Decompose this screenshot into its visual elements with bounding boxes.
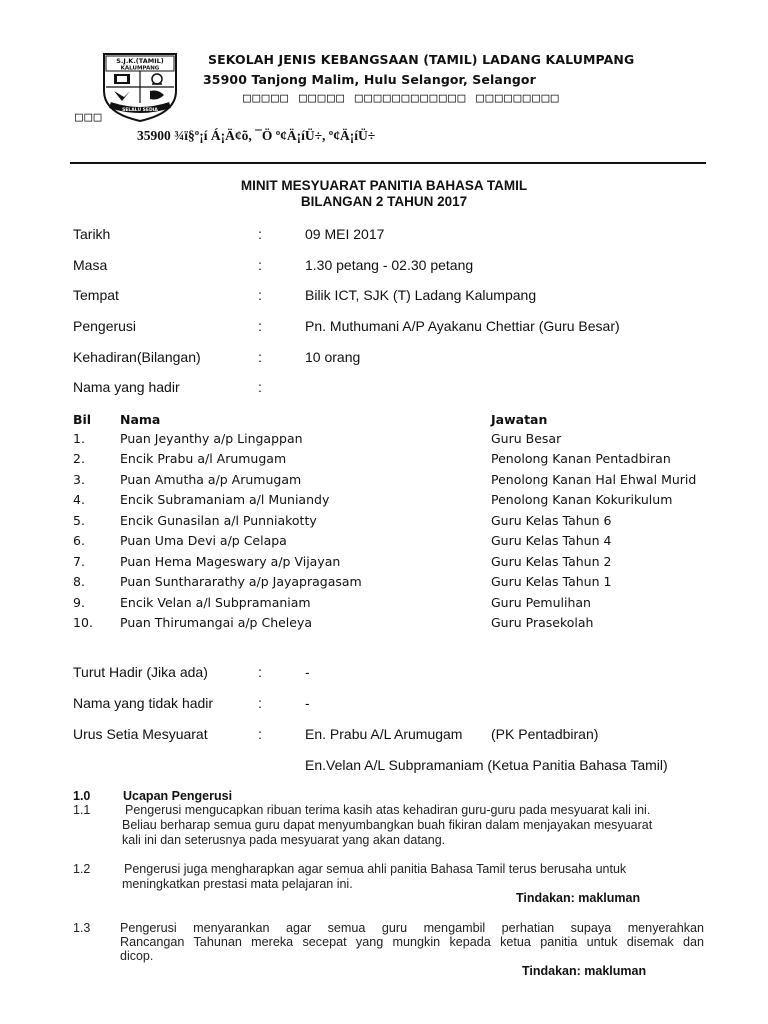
document-subtitle: BILANGAN 2 TAHUN 2017	[300, 194, 468, 209]
info-colon: :	[258, 287, 262, 303]
extra-colon: :	[258, 726, 262, 742]
row-position: Penolong Kanan Hal Ehwal Murid	[491, 472, 697, 487]
row-name: Puan Hema Mageswary a/p Vijayan	[120, 554, 341, 569]
row-name: Encik Velan a/l Subpramaniam	[120, 595, 311, 610]
extra-value-absent: -	[305, 695, 310, 711]
item-line: kali ini dan seterusnya pada mesyuarat yang akan datang.	[122, 833, 446, 847]
col-header-bil: Bil	[73, 412, 92, 427]
school-crest-icon	[100, 51, 180, 123]
item-number: 1.3	[73, 921, 91, 935]
row-name: Encik Subramaniam a/l Muniandy	[120, 492, 330, 507]
school-name: SEKOLAH JENIS KEBANGSAAN (TAMIL) LADANG KALUMPANG	[208, 52, 635, 67]
secretariat-second: En.Velan A/L Subpramaniam (Ketua Panitia Bahasa Tamil)	[305, 757, 668, 773]
row-name: Encik Gunasilan a/l Punniakotty	[120, 513, 317, 528]
extra-value-also-present: -	[305, 664, 310, 680]
col-header-jawatan: Jawatan	[491, 412, 548, 427]
item-number: 1.2	[73, 862, 91, 876]
item-line: meningkatkan prestasi mata pelajaran ini.	[122, 877, 353, 891]
extra-colon: :	[258, 664, 262, 680]
row-number: 8.	[73, 574, 85, 589]
row-number: 9.	[73, 595, 85, 610]
info-label-time: Masa	[73, 257, 108, 273]
info-colon: :	[258, 349, 262, 365]
info-label-chair: Pengerusi	[73, 318, 137, 334]
school-address-tamil: 35900 ¾ï§º¡í Á¡Ä¢õ, ¯Ö º¢Ä¡íÜ÷, º¢Ä¡íÜ÷	[137, 128, 376, 143]
school-logo	[100, 51, 180, 123]
logo-top-text: S.J.K.(TAMIL)	[116, 57, 164, 65]
action-label: Tindakan: makluman	[516, 891, 641, 905]
item-line: dicop.	[120, 949, 154, 963]
extra-label-secretariat: Urus Setia Mesyuarat	[73, 726, 208, 742]
row-position: Penolong Kanan Pentadbiran	[491, 451, 671, 466]
row-number: 6.	[73, 533, 85, 548]
info-label-present: Nama yang hadir	[73, 379, 180, 395]
info-label-venue: Tempat	[73, 287, 119, 303]
row-name: Encik Prabu a/l Arumugam	[120, 451, 287, 466]
col-header-nama: Nama	[120, 412, 161, 427]
row-number: 10.	[73, 615, 93, 630]
school-prefix-tamil: □□□	[75, 110, 103, 125]
section-number: 1.0	[73, 789, 91, 803]
item-line: Pengerusi menyarankan agar semua guru mengambil perhatian supaya menyerahkan	[120, 921, 704, 935]
action-label: Tindakan: makluman	[522, 964, 647, 978]
row-position: Guru Besar	[491, 431, 562, 446]
header-divider	[70, 162, 706, 164]
info-value-time: 1.30 petang - 02.30 petang	[305, 257, 474, 273]
item-line: Rancangan Tahunan mereka secepat yang mungkin kepada ketua panitia untuk disemak dan	[120, 935, 704, 949]
item-number: 1.1	[73, 803, 91, 817]
item-line: Pengerusi mengucapkan ribuan terima kasih atas kehadiran guru-guru pada mesyuarat kali ini.	[125, 803, 651, 817]
row-position: Guru Kelas Tahun 4	[491, 533, 612, 548]
row-position: Penolong Kanan Kokurikulum	[491, 492, 673, 507]
row-number: 1.	[73, 431, 85, 446]
row-name: Puan Jeyanthy a/p Lingappan	[120, 431, 303, 446]
row-position: Guru Kelas Tahun 6	[491, 513, 612, 528]
info-colon: :	[258, 379, 262, 395]
row-number: 3.	[73, 472, 85, 487]
school-name-tamil: □□□□□ □□□□□ □□□□□□□□□□□□ □□□□□□□□□	[243, 91, 561, 106]
info-colon: :	[258, 318, 262, 334]
row-position: Guru Kelas Tahun 2	[491, 554, 612, 569]
extra-note-secretariat: (PK Pentadbiran)	[491, 726, 599, 742]
logo-motto: SELALU SEDIA	[122, 108, 158, 113]
row-number: 4.	[73, 492, 85, 507]
row-position: Guru Pemulihan	[491, 595, 591, 610]
row-position: Guru Kelas Tahun 1	[491, 574, 612, 589]
info-value-date: 09 MEI 2017	[305, 226, 385, 242]
info-colon: :	[258, 257, 262, 273]
info-value-venue: Bilik ICT, SJK (T) Ladang Kalumpang	[305, 287, 537, 303]
item-line: Pengerusi juga mengharapkan agar semua ahli panitia Bahasa Tamil terus berusaha untuk	[124, 862, 627, 876]
document-title: MINIT MESYUARAT PANITIA BAHASA TAMIL	[240, 178, 528, 193]
item-line: Beliau berharap semua guru dapat menyumbangkan buah fikiran dalam menjayakan mesyuarat	[122, 818, 653, 832]
info-label-date: Tarikh	[73, 226, 111, 242]
row-position: Guru Prasekolah	[491, 615, 594, 630]
row-name: Puan Sunthararathy a/p Jayapragasam	[120, 574, 362, 589]
row-name: Puan Thirumangai a/p Cheleya	[120, 615, 313, 630]
row-number: 5.	[73, 513, 85, 528]
info-colon: :	[258, 226, 262, 242]
extra-value-secretariat: En. Prabu A/L Arumugam	[305, 726, 463, 742]
row-name: Puan Amutha a/p Arumugam	[120, 472, 302, 487]
info-value-chair: Pn. Muthumani A/P Ayakanu Chettiar (Guru Besar)	[305, 318, 620, 334]
row-number: 2.	[73, 451, 85, 466]
info-value-attendance: 10 orang	[305, 349, 361, 365]
row-number: 7.	[73, 554, 85, 569]
extra-label-also-present: Turut Hadir (Jika ada)	[73, 664, 208, 680]
section-heading: Ucapan Pengerusi	[123, 789, 233, 803]
info-label-attendance: Kehadiran(Bilangan)	[73, 349, 201, 365]
logo-sub-text: KALUMPANG	[120, 65, 160, 72]
row-name: Puan Uma Devi a/p Celapa	[120, 533, 287, 548]
extra-label-absent: Nama yang tidak hadir	[73, 695, 214, 711]
extra-colon: :	[258, 695, 262, 711]
school-address: 35900 Tanjong Malim, Hulu Selangor, Selangor	[203, 72, 536, 87]
